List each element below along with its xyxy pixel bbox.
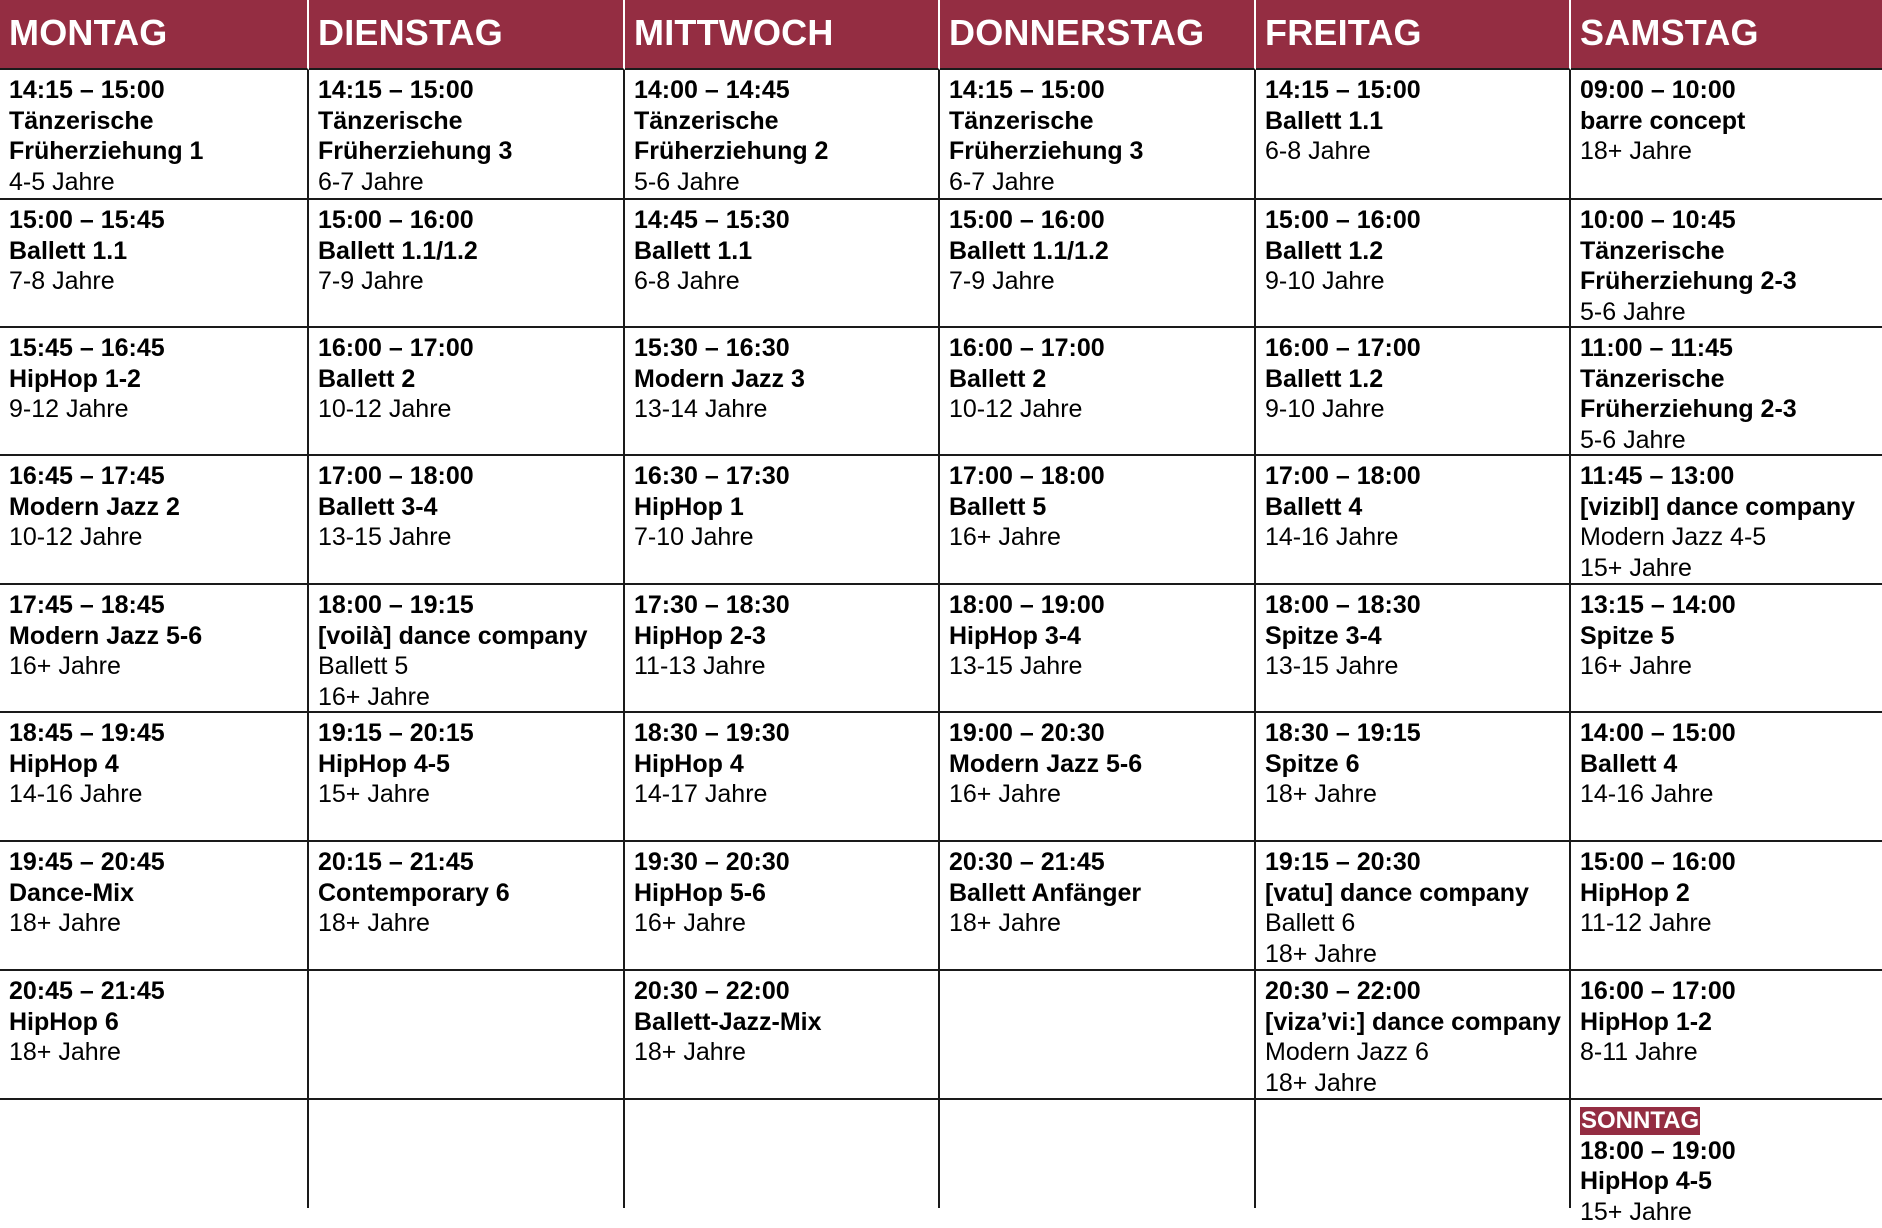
slot-age-group: 13-15 Jahre <box>949 652 1083 680</box>
class-slot <box>1256 200 1571 328</box>
class-slot <box>940 842 1256 971</box>
day-header-samstag: SAMSTAG <box>1571 0 1882 70</box>
slot-age-group: 10-12 Jahre <box>9 523 143 551</box>
slot-time: 15:45 – 16:45 <box>9 334 165 362</box>
slot-time: 20:30 – 21:45 <box>949 848 1105 876</box>
class-slot <box>309 328 625 456</box>
class-slot <box>625 585 940 713</box>
slot-time: 15:00 – 16:00 <box>949 206 1105 234</box>
slot-time: 18:00 – 19:00 <box>949 591 1105 619</box>
slot-age-group: 16+ Jahre <box>9 652 121 680</box>
slot-age-group: 5-6 Jahre <box>1580 425 1686 454</box>
slot-time: 18:45 – 19:45 <box>9 719 165 747</box>
class-slot <box>1256 70 1571 200</box>
slot-class-name: Ballett-Jazz-Mix <box>634 1007 822 1036</box>
slot-class-name: HipHop 5-6 <box>634 878 766 907</box>
slot-time: 17:00 – 18:00 <box>318 462 474 490</box>
slot-time: 16:00 – 17:00 <box>318 334 474 362</box>
slot-class-name: HipHop 2 <box>1580 878 1690 907</box>
slot-time: 17:00 – 18:00 <box>949 462 1105 490</box>
slot-time: 18:00 – 18:30 <box>1265 591 1421 619</box>
slot-time: 15:00 – 15:45 <box>9 206 165 234</box>
class-slot <box>625 1100 940 1208</box>
slot-age-group: 9-10 Jahre <box>1265 395 1385 423</box>
day-header-freitag: FREITAG <box>1256 0 1571 70</box>
class-slot <box>0 842 309 971</box>
class-slot <box>940 585 1256 713</box>
class-slot <box>0 971 309 1100</box>
slot-time: 17:00 – 18:00 <box>1265 462 1421 490</box>
class-slot <box>1256 1100 1571 1208</box>
slot-class-name: Ballett 4 <box>1580 749 1678 778</box>
slot-time: 16:30 – 17:30 <box>634 462 790 490</box>
class-slot <box>0 456 309 585</box>
slot-class-name: Spitze 6 <box>1265 749 1360 778</box>
slot-class-name: Ballett 1.2 <box>1265 236 1384 265</box>
slot-class-name: Tänzerische Früherziehung 3 <box>949 106 1144 165</box>
slot-class-name: Ballett 1.1 <box>9 236 128 265</box>
class-slot <box>1256 328 1571 456</box>
slot-age-group: 14-16 Jahre <box>1580 780 1714 808</box>
slot-class-name: Ballett 2 <box>949 364 1047 393</box>
slot-class-name: HipHop 1-2 <box>1580 1007 1712 1036</box>
slot-age-group: 7-9 Jahre <box>318 267 424 295</box>
slot-time: 16:00 – 17:00 <box>949 334 1105 362</box>
slot-age-group: 16+ Jahre <box>318 682 430 711</box>
slot-class-name: [viza’vi:] dance company <box>1265 1007 1561 1036</box>
slot-class-name: Ballett 5 <box>949 492 1047 521</box>
slot-age-group: 5-6 Jahre <box>1580 297 1686 326</box>
slot-time: 16:00 – 17:00 <box>1580 977 1736 1005</box>
slot-time: 14:15 – 15:00 <box>1265 76 1421 104</box>
slot-time: 15:30 – 16:30 <box>634 334 790 362</box>
slot-class-name: Modern Jazz 5-6 <box>949 749 1143 778</box>
class-slot <box>1571 456 1882 585</box>
class-slot <box>309 456 625 585</box>
class-slot <box>625 842 940 971</box>
slot-age-group: 6-8 Jahre <box>634 267 740 295</box>
slot-class-name: Ballett 1.1/1.2 <box>949 236 1109 265</box>
slot-age-group: 6-8 Jahre <box>1265 137 1371 165</box>
slot-age-group: 7-10 Jahre <box>634 523 754 551</box>
class-slot <box>309 842 625 971</box>
slot-time: 20:45 – 21:45 <box>9 977 165 1005</box>
slot-time: 19:45 – 20:45 <box>9 848 165 876</box>
slot-time: 17:30 – 18:30 <box>634 591 790 619</box>
class-slot <box>1571 200 1882 328</box>
slot-subtitle: Ballett 6 <box>1265 909 1356 937</box>
slot-time: 20:30 – 22:00 <box>634 977 790 1005</box>
slot-time: 16:45 – 17:45 <box>9 462 165 490</box>
slot-age-group: 18+ Jahre <box>318 909 430 937</box>
slot-class-name: Contemporary 6 <box>318 878 510 907</box>
class-slot <box>625 328 940 456</box>
slot-age-group: 7-9 Jahre <box>949 267 1055 295</box>
day-label-sonntag: SONNTAG <box>1581 1107 1700 1134</box>
class-slot <box>1256 842 1571 971</box>
class-slot <box>309 971 625 1100</box>
slot-class-name: Ballett 3-4 <box>318 492 438 521</box>
slot-class-name: HipHop 4 <box>634 749 744 778</box>
slot-time: 18:30 – 19:15 <box>1265 719 1421 747</box>
slot-age-group: 15+ Jahre <box>1580 1197 1692 1226</box>
slot-time: 14:15 – 15:00 <box>949 76 1105 104</box>
class-slot <box>1256 713 1571 842</box>
slot-age-group: 5-6 Jahre <box>634 167 740 196</box>
slot-class-name: [vizibl] dance company <box>1580 492 1856 521</box>
slot-age-group: 18+ Jahre <box>1265 939 1377 968</box>
class-slot <box>0 1100 309 1208</box>
slot-time: 11:45 – 13:00 <box>1580 462 1735 490</box>
class-slot <box>1571 713 1882 842</box>
slot-age-group: 16+ Jahre <box>634 909 746 937</box>
class-slot <box>1571 70 1882 200</box>
slot-age-group: 18+ Jahre <box>1265 780 1377 808</box>
class-slot <box>625 70 940 200</box>
slot-age-group: 13-15 Jahre <box>1265 652 1399 680</box>
slot-subtitle: Modern Jazz 6 <box>1265 1038 1429 1066</box>
slot-age-group: 13-14 Jahre <box>634 395 768 423</box>
class-slot <box>1256 585 1571 713</box>
slot-age-group: 14-17 Jahre <box>634 780 768 808</box>
class-slot <box>309 1100 625 1208</box>
slot-age-group: 16+ Jahre <box>1580 652 1692 680</box>
slot-time: 19:15 – 20:30 <box>1265 848 1421 876</box>
class-slot <box>940 713 1256 842</box>
slot-subtitle: Ballett 5 <box>318 652 409 680</box>
slot-time: 20:30 – 22:00 <box>1265 977 1421 1005</box>
slot-time: 14:45 – 15:30 <box>634 206 790 234</box>
class-slot <box>940 1100 1256 1208</box>
slot-age-group: 15+ Jahre <box>1580 553 1692 582</box>
slot-time: 18:00 – 19:00 <box>1580 1136 1736 1165</box>
slot-class-name: HipHop 4-5 <box>1580 1167 1712 1195</box>
slot-age-group: 13-15 Jahre <box>318 523 452 551</box>
slot-class-name: Tänzerische Früherziehung 1 <box>9 106 204 165</box>
class-slot <box>625 971 940 1100</box>
slot-time: 19:30 – 20:30 <box>634 848 790 876</box>
slot-age-group: 7-8 Jahre <box>9 267 115 295</box>
class-slot <box>309 713 625 842</box>
slot-time: 14:00 – 15:00 <box>1580 719 1736 747</box>
class-slot <box>625 200 940 328</box>
day-header-donnerstag: DONNERSTAG <box>940 0 1256 70</box>
slot-age-group: 15+ Jahre <box>318 780 430 808</box>
class-slot <box>1571 971 1882 1100</box>
class-slot <box>940 456 1256 585</box>
slot-class-name: Ballett 1.1 <box>634 236 753 265</box>
slot-class-name: Modern Jazz 3 <box>634 364 805 393</box>
slot-class-name: Ballett 1.1/1.2 <box>318 236 478 265</box>
slot-time: 11:00 – 11:45 <box>1580 334 1733 362</box>
slot-time: 15:00 – 16:00 <box>1265 206 1421 234</box>
slot-time: 14:15 – 15:00 <box>9 76 165 104</box>
slot-class-name: Ballett 1.1 <box>1265 106 1384 135</box>
slot-age-group: 18+ Jahre <box>9 909 121 937</box>
slot-class-name: [vatu] dance company <box>1265 878 1529 907</box>
slot-time: 18:00 – 19:15 <box>318 591 474 619</box>
slot-age-group: 14-16 Jahre <box>1265 523 1399 551</box>
slot-class-name: Spitze 3-4 <box>1265 621 1382 650</box>
slot-age-group: 10-12 Jahre <box>949 395 1083 423</box>
slot-class-name: Modern Jazz 5-6 <box>9 621 203 650</box>
class-slot <box>625 713 940 842</box>
slot-class-name: HipHop 1-2 <box>9 364 141 393</box>
class-slot <box>1571 1100 1882 1226</box>
class-slot <box>1571 585 1882 713</box>
slot-class-name: Ballett 1.2 <box>1265 364 1384 393</box>
class-slot <box>940 971 1256 1100</box>
slot-class-name: Tänzerische Früherziehung 3 <box>318 106 513 165</box>
class-slot <box>309 585 625 713</box>
slot-class-name: HipHop 3-4 <box>949 621 1081 650</box>
slot-age-group: 8-11 Jahre <box>1580 1038 1698 1066</box>
class-slot <box>1256 971 1571 1100</box>
class-slot <box>0 70 309 200</box>
class-slot <box>625 456 940 585</box>
class-slot <box>0 328 309 456</box>
slot-class-name: [voilà] dance company <box>318 621 588 650</box>
slot-age-group: 6-7 Jahre <box>949 167 1055 196</box>
slot-age-group: 18+ Jahre <box>9 1038 121 1066</box>
slot-time: 19:00 – 20:30 <box>949 719 1105 747</box>
slot-age-group: 10-12 Jahre <box>318 395 452 423</box>
slot-age-group: 16+ Jahre <box>949 780 1061 808</box>
slot-time: 14:00 – 14:45 <box>634 76 790 104</box>
slot-class-name: Spitze 5 <box>1580 621 1675 650</box>
class-slot <box>309 200 625 328</box>
slot-time: 19:15 – 20:15 <box>318 719 474 747</box>
class-slot <box>1571 842 1882 971</box>
slot-time: 18:30 – 19:30 <box>634 719 790 747</box>
class-slot <box>1256 456 1571 585</box>
slot-time: 20:15 – 21:45 <box>318 848 474 876</box>
slot-time: 10:00 – 10:45 <box>1580 206 1736 234</box>
slot-time: 16:00 – 17:00 <box>1265 334 1421 362</box>
day-header-montag: MONTAG <box>0 0 309 70</box>
slot-class-name: Modern Jazz 2 <box>9 492 180 521</box>
slot-class-name: HipHop 4 <box>9 749 119 778</box>
slot-time: 13:15 – 14:00 <box>1580 591 1736 619</box>
slot-time: 15:00 – 16:00 <box>318 206 474 234</box>
slot-class-name: barre concept <box>1580 106 1746 135</box>
slot-time: 14:15 – 15:00 <box>318 76 474 104</box>
slot-class-name: Ballett 4 <box>1265 492 1363 521</box>
slot-age-group: 18+ Jahre <box>949 909 1061 937</box>
class-slot <box>940 200 1256 328</box>
class-slot <box>0 585 309 713</box>
class-slot <box>309 70 625 200</box>
slot-class-name: Ballett 2 <box>318 364 416 393</box>
slot-age-group: 6-7 Jahre <box>318 167 424 196</box>
slot-age-group: 4-5 Jahre <box>9 167 115 196</box>
slot-time: 17:45 – 18:45 <box>9 591 165 619</box>
day-header-mittwoch: MITTWOCH <box>625 0 940 70</box>
slot-class-name: Tänzerische Früherziehung 2 <box>634 106 829 165</box>
slot-class-name: HipHop 6 <box>9 1007 119 1036</box>
slot-time: 15:00 – 16:00 <box>1580 848 1736 876</box>
class-slot <box>940 328 1256 456</box>
class-slot <box>1571 328 1882 456</box>
slot-class-name: Dance-Mix <box>9 878 135 907</box>
slot-class-name: Ballett Anfänger <box>949 878 1142 907</box>
slot-age-group: 9-12 Jahre <box>9 395 129 423</box>
slot-age-group: 11-12 Jahre <box>1580 909 1712 937</box>
slot-class-name: Tänzerische Früherziehung 2-3 <box>1580 236 1797 295</box>
slot-time: 09:00 – 10:00 <box>1580 76 1736 104</box>
slot-class-name: HipHop 4-5 <box>318 749 450 778</box>
slot-age-group: 14-16 Jahre <box>9 780 143 808</box>
slot-age-group: 18+ Jahre <box>634 1038 746 1066</box>
slot-age-group: 18+ Jahre <box>1265 1068 1377 1097</box>
class-slot <box>0 713 309 842</box>
slot-age-group: 18+ Jahre <box>1580 137 1692 165</box>
class-slot <box>0 200 309 328</box>
slot-class-name: Tänzerische Früherziehung 2-3 <box>1580 364 1797 423</box>
slot-subtitle: Modern Jazz 4-5 <box>1580 523 1767 551</box>
slot-age-group: 9-10 Jahre <box>1265 267 1385 295</box>
slot-class-name: HipHop 2-3 <box>634 621 766 650</box>
class-slot <box>940 70 1256 200</box>
slot-age-group: 11-13 Jahre <box>634 652 766 680</box>
slot-class-name: HipHop 1 <box>634 492 744 521</box>
slot-age-group: 16+ Jahre <box>949 523 1061 551</box>
day-header-dienstag: DIENSTAG <box>309 0 625 70</box>
